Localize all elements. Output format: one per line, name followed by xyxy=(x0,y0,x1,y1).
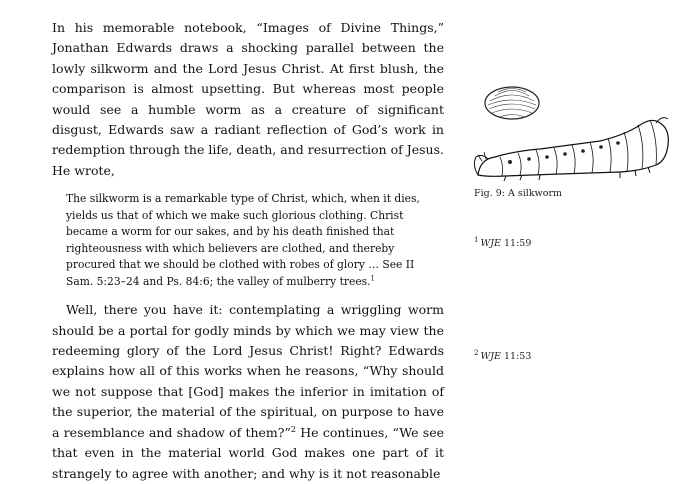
margin-note-work: WJE xyxy=(480,351,501,363)
margin-note-number: 1 xyxy=(474,236,479,244)
figure-caption: Fig. 9: A silkworm xyxy=(474,188,563,199)
footnote-ref-1: 1 xyxy=(370,274,375,283)
margin-note-number: 2 xyxy=(474,349,479,357)
blockquote xyxy=(66,191,444,290)
cocoon-icon xyxy=(485,87,539,119)
margin-note-work: WJE xyxy=(480,238,501,250)
paragraph-continuation xyxy=(52,300,444,484)
main-text-column xyxy=(52,18,444,484)
paragraph-2-text-before: Well, there you have it: contemplating a wriggling worm should be a portal for godly minds by which we may view the redeeming glory of the Lord Jesus Christ! Right? Edwards explains how all of this works when he reasons, “Why should we not suppose that [God] makes the inferior in imitation of the superior, the material of the spiritual, on purpose to have a resemblance and shadow of them?” xyxy=(52,302,444,440)
silkworm-icon xyxy=(474,118,668,181)
paragraph-intro: In his memorable notebook, “Images of Divine Things,” Jonathan Edwards draws a shocking parallel between the lowly silkworm and the Lord Jesus Christ. At first blush, the comparison is almost upsetting. But whereas most people would see a humble worm as a creature of significant disgust, Edwards saw a radiant reflection of God’s work in redemption through the life, death, and resurrection of Jesus. He wrote, xyxy=(52,20,444,178)
margin-note-1 xyxy=(474,236,531,249)
footnote-ref-2: 2 xyxy=(290,423,297,434)
paragraph-2-text-after: He continues, “We see that even in the material world God makes one part of it strangely to agree with another; and why is it not reasonable xyxy=(52,424,444,481)
margin-note-2 xyxy=(474,349,531,362)
margin-note-ref: 11:59 xyxy=(504,238,532,250)
silkworm-illustration-icon xyxy=(470,65,682,185)
margin-note-ref: 11:53 xyxy=(504,351,532,363)
blockquote-text: The silkworm is a remarkable type of Christ, which, when it dies, yields us that of which we make such glorious clothing. Christ became a worm for our sakes, and by his death finished that righteousness with which believers are clothed, and thereby procured that we should be clothed with robes of glory … See II Sam. 5:23–24 and Ps. 84:6; the valley of mulberry trees. xyxy=(66,192,420,288)
